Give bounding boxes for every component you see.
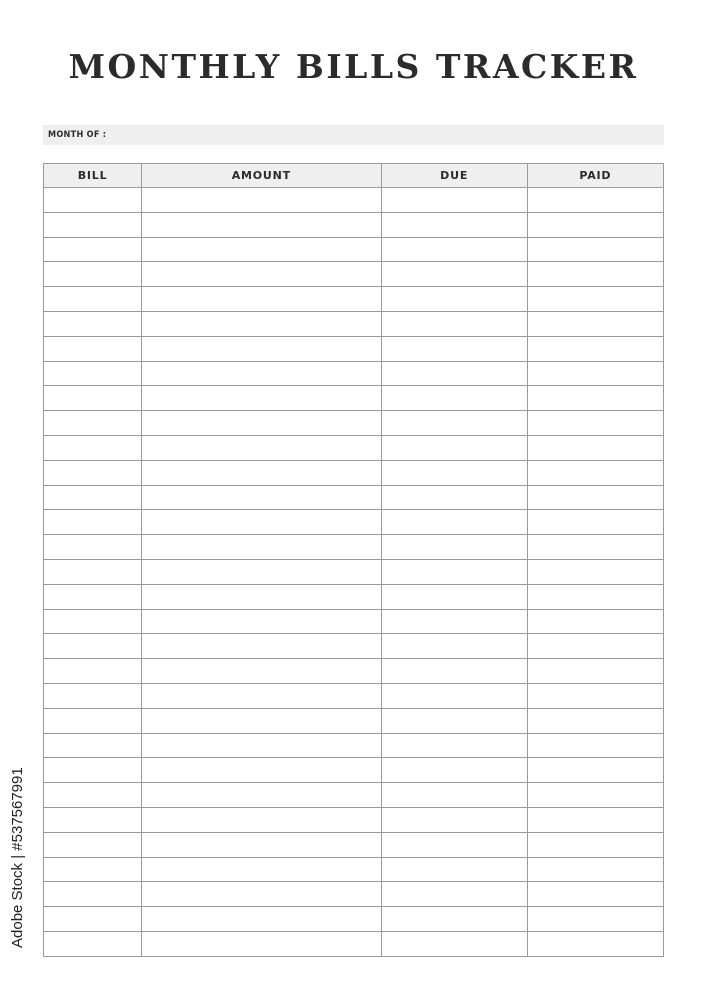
column-header-bill: BILL [44,164,142,188]
cell-due[interactable] [381,609,527,634]
cell-amount[interactable] [142,262,381,287]
cell-due[interactable] [381,510,527,535]
cell-due[interactable] [381,237,527,262]
cell-due[interactable] [381,336,527,361]
cell-bill[interactable] [44,659,142,684]
cell-paid[interactable] [527,212,663,237]
cell-paid[interactable] [527,510,663,535]
table-header-row [44,164,664,188]
cell-due[interactable] [381,361,527,386]
table-row [44,907,664,932]
cell-bill[interactable] [44,783,142,808]
cell-bill[interactable] [44,758,142,783]
cell-amount[interactable] [142,783,381,808]
table-row [44,237,664,262]
cell-due[interactable] [381,882,527,907]
cell-bill[interactable] [44,237,142,262]
cell-paid[interactable] [527,262,663,287]
cell-bill[interactable] [44,931,142,956]
cell-due[interactable] [381,857,527,882]
cell-bill[interactable] [44,435,142,460]
cell-bill[interactable] [44,634,142,659]
table-row [44,708,664,733]
cell-due[interactable] [381,683,527,708]
table-row [44,336,664,361]
cell-bill[interactable] [44,411,142,436]
cell-paid[interactable] [527,634,663,659]
cell-bill[interactable] [44,559,142,584]
table-row [44,212,664,237]
cell-paid[interactable] [527,460,663,485]
cell-due[interactable] [381,931,527,956]
cell-paid[interactable] [527,237,663,262]
stock-watermark-text: Adobe Stock | #537567991 [9,767,26,948]
cell-amount[interactable] [142,212,381,237]
cell-paid[interactable] [527,361,663,386]
cell-bill[interactable] [44,708,142,733]
cell-bill[interactable] [44,832,142,857]
cell-paid[interactable] [527,857,663,882]
cell-bill[interactable] [44,460,142,485]
cell-paid[interactable] [527,907,663,932]
table-row [44,783,664,808]
cell-due[interactable] [381,535,527,560]
cell-due[interactable] [381,758,527,783]
cell-paid[interactable] [527,931,663,956]
cell-amount[interactable] [142,311,381,336]
table-row [44,287,664,312]
cell-amount[interactable] [142,584,381,609]
cell-due[interactable] [381,460,527,485]
stock-watermark [8,767,28,957]
table-row [44,931,664,956]
cell-amount[interactable] [142,287,381,312]
table-row [44,435,664,460]
cell-amount[interactable] [142,336,381,361]
bills-table [43,163,664,957]
cell-amount[interactable] [142,510,381,535]
cell-due[interactable] [381,584,527,609]
cell-bill[interactable] [44,609,142,634]
cell-amount[interactable] [142,386,381,411]
cell-bill[interactable] [44,336,142,361]
cell-due[interactable] [381,733,527,758]
cell-due[interactable] [381,411,527,436]
cell-amount[interactable] [142,361,381,386]
cell-due[interactable] [381,634,527,659]
table-row [44,386,664,411]
table-row [44,510,664,535]
cell-amount[interactable] [142,733,381,758]
cell-paid[interactable] [527,832,663,857]
cell-amount[interactable] [142,460,381,485]
cell-amount[interactable] [142,708,381,733]
table-row [44,807,664,832]
cell-bill[interactable] [44,535,142,560]
cell-bill[interactable] [44,510,142,535]
table-row [44,659,664,684]
cell-paid[interactable] [527,287,663,312]
cell-paid[interactable] [527,758,663,783]
cell-paid[interactable] [527,708,663,733]
cell-paid[interactable] [527,659,663,684]
cell-paid[interactable] [527,733,663,758]
table-row [44,188,664,213]
cell-bill[interactable] [44,733,142,758]
cell-due[interactable] [381,832,527,857]
column-header-amount: AMOUNT [142,164,381,188]
table-row [44,485,664,510]
month-of-label: MONTH OF : [48,130,107,140]
cell-due[interactable] [381,287,527,312]
cell-paid[interactable] [527,683,663,708]
table-row [44,262,664,287]
cell-amount[interactable] [142,634,381,659]
table-row [44,609,664,634]
cell-amount[interactable] [142,882,381,907]
cell-paid[interactable] [527,386,663,411]
table-row [44,733,664,758]
table-row [44,882,664,907]
table-row [44,634,664,659]
table-row [44,758,664,783]
cell-bill[interactable] [44,857,142,882]
cell-due[interactable] [381,386,527,411]
cell-amount[interactable] [142,535,381,560]
column-header-paid: PAID [527,164,663,188]
table-row [44,683,664,708]
cell-due[interactable] [381,807,527,832]
table-row [44,832,664,857]
cell-bill[interactable] [44,683,142,708]
table-row [44,311,664,336]
cell-paid[interactable] [527,882,663,907]
cell-amount[interactable] [142,485,381,510]
cell-bill[interactable] [44,287,142,312]
cell-amount[interactable] [142,435,381,460]
cell-due[interactable] [381,435,527,460]
cell-bill[interactable] [44,807,142,832]
cell-amount[interactable] [142,683,381,708]
cell-amount[interactable] [142,931,381,956]
cell-bill[interactable] [44,262,142,287]
cell-paid[interactable] [527,807,663,832]
month-of-input[interactable] [113,125,653,145]
cell-paid[interactable] [527,435,663,460]
cell-paid[interactable] [527,559,663,584]
cell-due[interactable] [381,485,527,510]
cell-bill[interactable] [44,188,142,213]
table-row [44,857,664,882]
cell-due[interactable] [381,907,527,932]
cell-bill[interactable] [44,361,142,386]
cell-due[interactable] [381,262,527,287]
cell-amount[interactable] [142,832,381,857]
cell-paid[interactable] [527,311,663,336]
cell-due[interactable] [381,708,527,733]
cell-bill[interactable] [44,882,142,907]
cell-paid[interactable] [527,411,663,436]
cell-bill[interactable] [44,907,142,932]
column-header-due: DUE [381,164,527,188]
cell-bill[interactable] [44,212,142,237]
cell-paid[interactable] [527,584,663,609]
cell-paid[interactable] [527,609,663,634]
cell-bill[interactable] [44,584,142,609]
cell-amount[interactable] [142,807,381,832]
cell-bill[interactable] [44,485,142,510]
cell-paid[interactable] [527,485,663,510]
cell-due[interactable] [381,188,527,213]
cell-amount[interactable] [142,411,381,436]
cell-amount[interactable] [142,237,381,262]
table-row [44,584,664,609]
cell-amount[interactable] [142,609,381,634]
table-row [44,559,664,584]
cell-amount[interactable] [142,559,381,584]
table-row [44,411,664,436]
cell-paid[interactable] [527,188,663,213]
table-row [44,460,664,485]
table-row [44,361,664,386]
table-row [44,535,664,560]
month-of-bar [43,125,664,145]
cell-amount[interactable] [142,659,381,684]
cell-due[interactable] [381,559,527,584]
bills-table-body [44,188,664,957]
cell-paid[interactable] [527,336,663,361]
cell-bill[interactable] [44,311,142,336]
cell-amount[interactable] [142,857,381,882]
page-title: MONTHLY BILLS TRACKER [68,47,639,86]
cell-paid[interactable] [527,783,663,808]
cell-amount[interactable] [142,758,381,783]
cell-amount[interactable] [142,907,381,932]
cell-due[interactable] [381,783,527,808]
cell-paid[interactable] [527,535,663,560]
cell-amount[interactable] [142,188,381,213]
cell-due[interactable] [381,212,527,237]
cell-due[interactable] [381,659,527,684]
cell-bill[interactable] [44,386,142,411]
cell-due[interactable] [381,311,527,336]
